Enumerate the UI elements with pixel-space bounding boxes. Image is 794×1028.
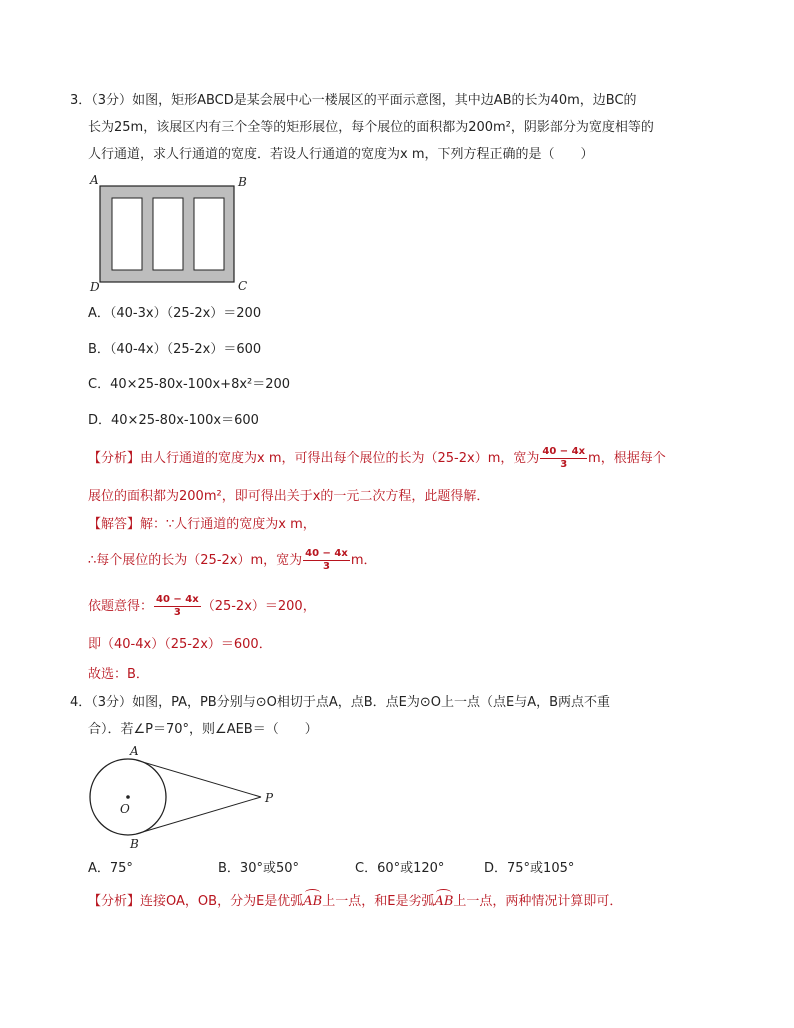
fraction-numerator: 40 − 4x xyxy=(542,446,586,457)
minor-arc-AB: AB xyxy=(434,894,454,909)
label-A: A xyxy=(90,173,99,187)
label-A: A xyxy=(130,744,139,758)
q4-analysis-text-c: 上一点，两种情况计算即可． xyxy=(453,894,623,909)
q4-option-a: A．75° xyxy=(88,861,133,876)
q3-solution-fraction-2 xyxy=(154,594,201,619)
q4-stem-line1: 如图，PA，PB分别与⊙O相切于点A，点B．点E为⊙O上一点（点E与A，B两点不重 xyxy=(132,695,611,710)
q3-solution-line3 xyxy=(88,594,316,619)
fraction-numerator: 40 − 4x xyxy=(305,548,348,559)
q3-solution-line4: 即（40-4x）（25-2x）＝600． xyxy=(88,637,272,652)
q3-stem-line2: 长为25m，该展区内有三个全等的矩形展位，每个展位的面积都为200m²，阴影部分为宽度相等的 xyxy=(88,120,654,135)
label-B: B xyxy=(130,837,139,850)
q4-option-c: C．60°或120° xyxy=(355,861,445,876)
booth-2 xyxy=(153,198,183,270)
fraction-denominator: 3 xyxy=(173,607,181,618)
q3-solution-line2 xyxy=(88,548,376,573)
q3-solution-line1 xyxy=(88,516,316,534)
q3-option-c: C．40×25-80x-100x+8x²＝200 xyxy=(88,377,291,392)
q4-analysis-line xyxy=(88,893,622,911)
q3-analysis-tag: 【分析】 xyxy=(88,451,141,466)
label-P: P xyxy=(265,791,274,805)
q3-solution-text-2a: ∴每个展位的长为（25-2x）m，宽为 xyxy=(88,553,303,568)
q4-analysis-tag: 【分析】 xyxy=(88,894,141,909)
q4-line1 xyxy=(70,694,610,712)
q3-solution-line5: 故选：B． xyxy=(88,667,149,682)
q4-number: 4． xyxy=(70,695,92,710)
booth-3 xyxy=(194,198,224,270)
label-B: B xyxy=(238,175,247,189)
q3-option-b: B．（40-4x）（25-2x）＝600 xyxy=(88,342,262,357)
q4-score: （3分） xyxy=(91,695,133,710)
q3-line1 xyxy=(70,92,637,110)
label-C: C xyxy=(238,279,248,292)
q3-solution-tag: 【解答】 xyxy=(88,517,141,532)
q3-solution-text-1: 解：∵人行通道的宽度为x m， xyxy=(140,517,316,532)
q3-number: 3． xyxy=(70,93,92,108)
label-D: D xyxy=(90,280,100,292)
q3-analysis-text-1a: 由人行通道的宽度为x m，可得出每个展位的长为（25-2x）m，宽为 xyxy=(140,451,540,466)
q3-score: （3分） xyxy=(91,93,133,108)
q3-solution-fraction-1 xyxy=(303,548,350,573)
label-O: O xyxy=(120,802,130,816)
q4-option-b: B．30°或50° xyxy=(218,861,300,876)
q4-circle-tangent-figure xyxy=(84,740,294,850)
q3-solution-text-3a: 依题意得： xyxy=(88,599,154,614)
q3-analysis-line1 xyxy=(88,446,666,471)
q3-solution-text-3b: （25-2x）＝200， xyxy=(201,599,316,614)
major-arc-AB: AB xyxy=(303,894,323,909)
q3-analysis-line2: 展位的面积都为200m²，即可得出关于x的一元二次方程，此题得解． xyxy=(88,489,490,504)
q3-option-d: D．40×25-80x-100x＝600 xyxy=(88,413,259,428)
q3-option-a: A．（40-3x）（25-2x）＝200 xyxy=(88,306,262,321)
fraction-denominator: 3 xyxy=(322,561,330,572)
fraction-denominator: 3 xyxy=(560,459,568,470)
q3-analysis-text-1b: m，根据每个 xyxy=(588,451,666,466)
q3-analysis-fraction xyxy=(540,446,587,471)
fraction-numerator: 40 − 4x xyxy=(156,594,199,605)
q3-rectangle-figure xyxy=(86,172,286,292)
q4-option-d: D．75°或105° xyxy=(484,861,575,876)
booth-1 xyxy=(112,198,142,270)
q4-analysis-text-b: 上一点，和E是劣弧 xyxy=(322,894,435,909)
q3-solution-text-2b: m． xyxy=(350,553,377,568)
q4-stem-line2: 合）．若∠P＝70°，则∠AEB＝（ ） xyxy=(88,722,318,737)
center-dot xyxy=(126,795,130,799)
q4-analysis-text-a: 连接OA，OB，分为E是优弧 xyxy=(140,894,304,909)
q3-stem-line3: 人行通道，求人行通道的宽度．若设人行通道的宽度为x m，下列方程正确的是（ ） xyxy=(88,147,594,162)
q3-stem-line1: 如图，矩形ABCD是某会展中心一楼展区的平面示意图，其中边AB的长为40m，边BC的 xyxy=(132,93,637,108)
